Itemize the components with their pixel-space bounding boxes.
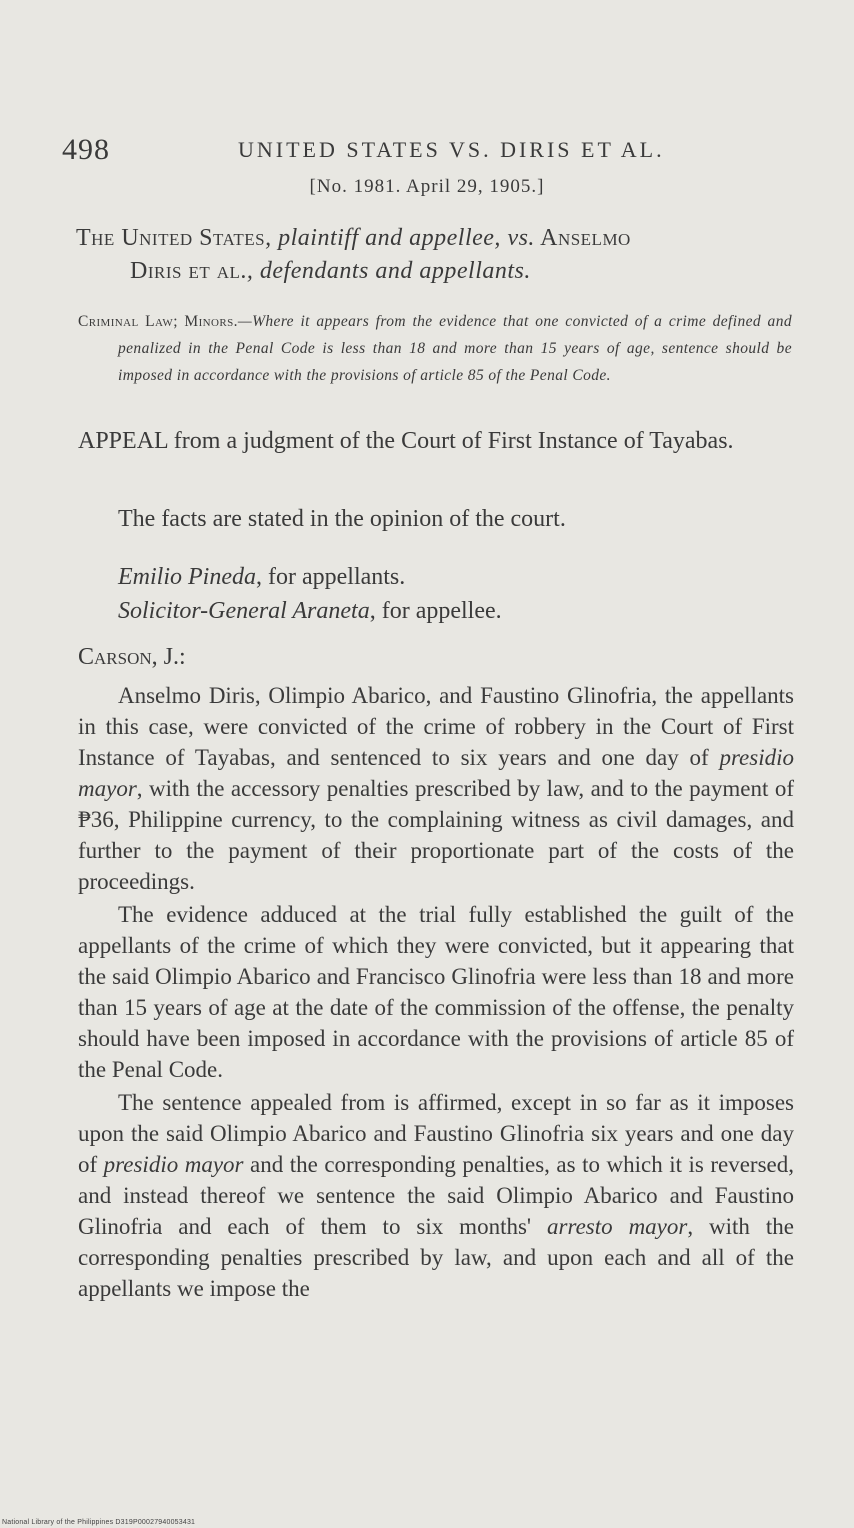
counsel-appellee-role: , for appellee. (369, 598, 502, 624)
facts-statement: The facts are stated in the opinion of the court. (118, 506, 566, 532)
counsel-appellee (118, 594, 502, 628)
counsel-appellants-name: Emilio Pineda (118, 564, 256, 590)
opinion-paragraph-1 (78, 680, 794, 897)
counsel-appellants (118, 560, 502, 594)
docket-line: [No. 1981. April 29, 1905.] (309, 176, 545, 197)
running-title: UNITED STATES VS. DIRIS ET AL. (238, 137, 665, 162)
opinion-p1-italic: presidio mayor (78, 745, 794, 801)
opinion-body (78, 680, 794, 1306)
opinion-paragraph-2: The evidence adduced at the trial fully established the guilt of the appellants of the crime of which they were convicted, but it appearing that the said Olimpio Abarico and Francisco Glinofria were less than 18 and more than 15 years of age at the date of the commission of the offense, the penalty should have been imposed in accordance with the provisions of article 85 of the Penal Code. (78, 902, 794, 1082)
counsel-appellee-name: Solicitor-General Araneta (118, 598, 370, 624)
opinion-p3-italic-1: presidio mayor (103, 1152, 244, 1177)
caption-versus: vs. (507, 225, 535, 251)
opinion-paragraph-3 (78, 1087, 794, 1304)
counsel-block (118, 560, 502, 628)
syllabus (78, 308, 792, 389)
syllabus-heading: Criminal Law; Minors. (78, 313, 238, 330)
appeal-statement (78, 424, 794, 458)
opinion-p3-text-a: The sentence appealed from is affirmed, except in so far as it imposes upon the said Olimpio Abarico and Faustino Glinofria six years and one day of (78, 1090, 794, 1177)
appeal-text: APPEAL from a judgment of the Court of First Instance of Tayabas. (78, 428, 734, 454)
caption-defendant-first: Anselmo (534, 225, 631, 251)
opinion-p1-text-a: Anselmo Diris, Olimpio Abarico, and Faustino Glinofria, the appellants in this case, were convicted of the crime of robbery in the Court of First Instance of Tayabas, and sentenced to six years and one day of (78, 683, 794, 770)
library-footer: National Library of the Philippines D319P00027940053431 (2, 1519, 196, 1526)
judge-name: Carson, J.: (78, 644, 186, 670)
opinion-p3-italic-2: arresto mayor (547, 1214, 688, 1239)
syllabus-text: —Where it appears from the evidence that one convicted of a crime defined and penalized in the Penal Code is less than 18 and more than 15 years of age, sentence should be imposed in accordance with the provisions of article 85 of the Penal Code. (118, 313, 792, 384)
caption-defendants: Diris et al. (130, 258, 247, 284)
page-header (62, 133, 794, 173)
caption-defendants-role: , defendants and appellants. (246, 258, 531, 284)
page-number: 498 (62, 133, 110, 166)
caption-line-2 (76, 255, 796, 288)
counsel-appellants-role: , for appellants. (255, 564, 406, 590)
opinion-p1-text-b: , with the accessory penalties prescribed by law, and to the payment of ₱36, Philippine currency, to the complaining witness as civil damages, and further to the payment of their proportionate part of the costs of the proceedings. (78, 776, 794, 894)
case-caption (76, 222, 796, 288)
opinion-p3-text-c: , with the corresponding penalties prescribed by law, and upon each and all of the appellants we impose the (78, 1214, 794, 1301)
caption-plaintiff-role: , plaintiff and appellee, (265, 225, 508, 251)
caption-plaintiff: The United States (76, 225, 266, 251)
syllabus-paragraph (78, 308, 792, 389)
opinion-p3-text-b: and the corresponding penalties, as to which it is reversed, and instead thereof we sentence the said Olimpio Abarico and Faustino Glinofria and each of them to six months' (78, 1152, 794, 1239)
